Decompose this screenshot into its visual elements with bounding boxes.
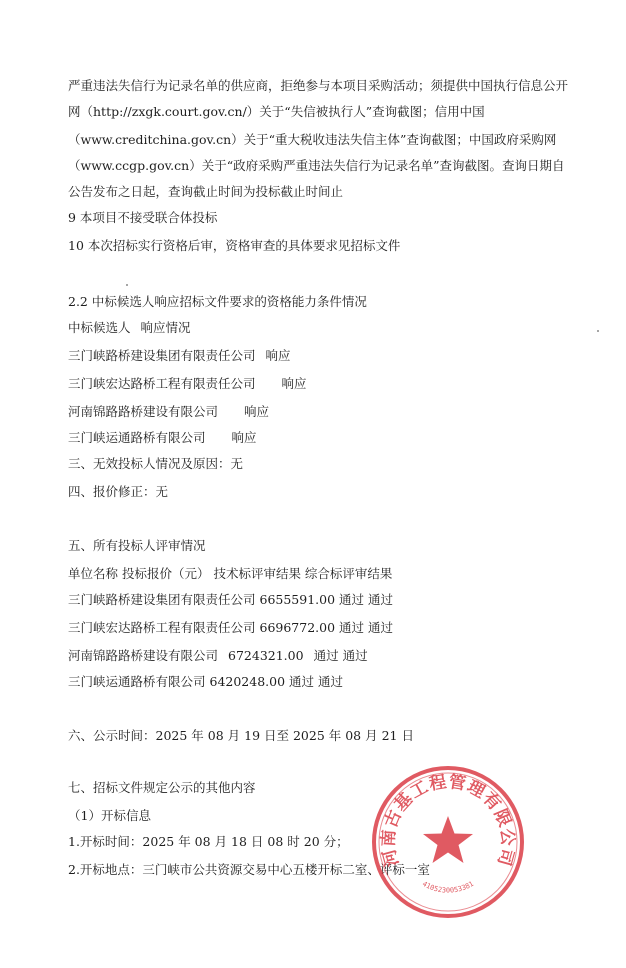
bid-price: 6655591.00 [259, 592, 336, 607]
bidder-name: 三门峡运通路桥有限公司 [68, 430, 206, 445]
company-seal-stamp [368, 762, 528, 922]
response-status: 响应 [281, 376, 307, 391]
table-row [68, 348, 291, 364]
response-status: 响应 [231, 430, 257, 445]
paragraph-line: （www.ccgp.gov.cn）关于“政府采购严重违法失信行为记录名单”查询截图。查询日期自 [68, 158, 565, 173]
bidder-name: 三门峡宏达路桥工程有限责任公司 [68, 620, 256, 635]
section-heading: 2.2 中标候选人响应招标文件要求的资格能力条件情况 [68, 294, 367, 309]
table-row [68, 404, 269, 420]
bidder-name: 三门峡路桥建设集团有限责任公司 [68, 348, 256, 363]
bid-price: 6420248.00 [209, 674, 286, 689]
table-row [68, 620, 393, 636]
section-heading: 七、招标文件规定公示的其他内容 [68, 780, 256, 795]
seal-company-name: 河南古基工程管理有限公司 [378, 772, 518, 869]
paragraph-line: 公告发布之日起，查询截止时间为投标截止时间止 [68, 184, 344, 199]
tech-result: 通过 [339, 592, 365, 607]
bid-price: 6696772.00 [259, 620, 336, 635]
scan-speck [126, 284, 128, 286]
table-row [68, 592, 393, 608]
table-header [68, 320, 191, 336]
tech-result: 通过 [339, 620, 365, 635]
list-item: 2.开标地点：三门峡市公共资源交易中心五楼开标二室、评标一室 [68, 862, 430, 877]
table-row [68, 430, 257, 446]
bidder-name: 三门峡路桥建设集团有限责任公司 [68, 592, 256, 607]
bidder-name: 三门峡运通路桥有限公司 [68, 674, 206, 689]
response-status: 响应 [265, 348, 291, 363]
subsection-heading: （1）开标信息 [68, 808, 151, 823]
tech-result: 通过 [289, 674, 315, 689]
paragraph-line: 网（http://zxgk.court.gov.cn/）关于“失信被执行人”查询截图；信用中国 [68, 104, 485, 119]
header-cell: 中标候选人 [68, 320, 131, 335]
section-heading: 四、报价修正：无 [68, 484, 169, 499]
section-heading: 五、所有投标人评审情况 [68, 538, 206, 553]
bidder-name: 三门峡宏达路桥工程有限责任公司 [68, 376, 256, 391]
tech-result: 通过 [313, 648, 339, 663]
seal-code: 4105230053381 [420, 879, 476, 895]
header-cell: 响应情况 [140, 320, 191, 335]
list-item: 10 本次招标实行资格后审，资格审查的具体要求见招标文件 [68, 238, 401, 253]
table-row [68, 648, 368, 664]
bidder-name: 河南锦路路桥建设有限公司 [68, 404, 219, 419]
overall-result: 通过 [342, 648, 368, 663]
seal-star-icon [423, 816, 473, 863]
list-item: 9 本项目不接受联合体投标 [68, 210, 218, 225]
table-row [68, 674, 343, 690]
bid-price: 6724321.00 [228, 648, 304, 663]
table-header: 单位名称 投标报价（元） 技术标评审结果 综合标评审结果 [68, 566, 393, 581]
overall-result: 通过 [368, 620, 394, 635]
overall-result: 通过 [318, 674, 344, 689]
overall-result: 通过 [368, 592, 394, 607]
section-heading: 三、无效投标人情况及原因：无 [68, 456, 244, 471]
paragraph-line: （www.creditchina.gov.cn）关于“重大税收违法失信主体”查询截图；中国政府采购网 [68, 132, 557, 147]
response-status: 响应 [244, 404, 270, 419]
list-item: 1.开标时间：2025 年 08 月 18 日 08 时 20 分； [68, 834, 349, 849]
bidder-name: 河南锦路路桥建设有限公司 [68, 648, 219, 663]
paragraph-line: 严重违法失信行为记录名单的供应商，拒绝参与本项目采购活动；须提供中国执行信息公开 [68, 78, 569, 93]
section-heading: 六、公示时间：2025 年 08 月 19 日至 2025 年 08 月 21 日 [68, 728, 414, 743]
scan-speck [597, 330, 599, 332]
table-row [68, 376, 307, 392]
